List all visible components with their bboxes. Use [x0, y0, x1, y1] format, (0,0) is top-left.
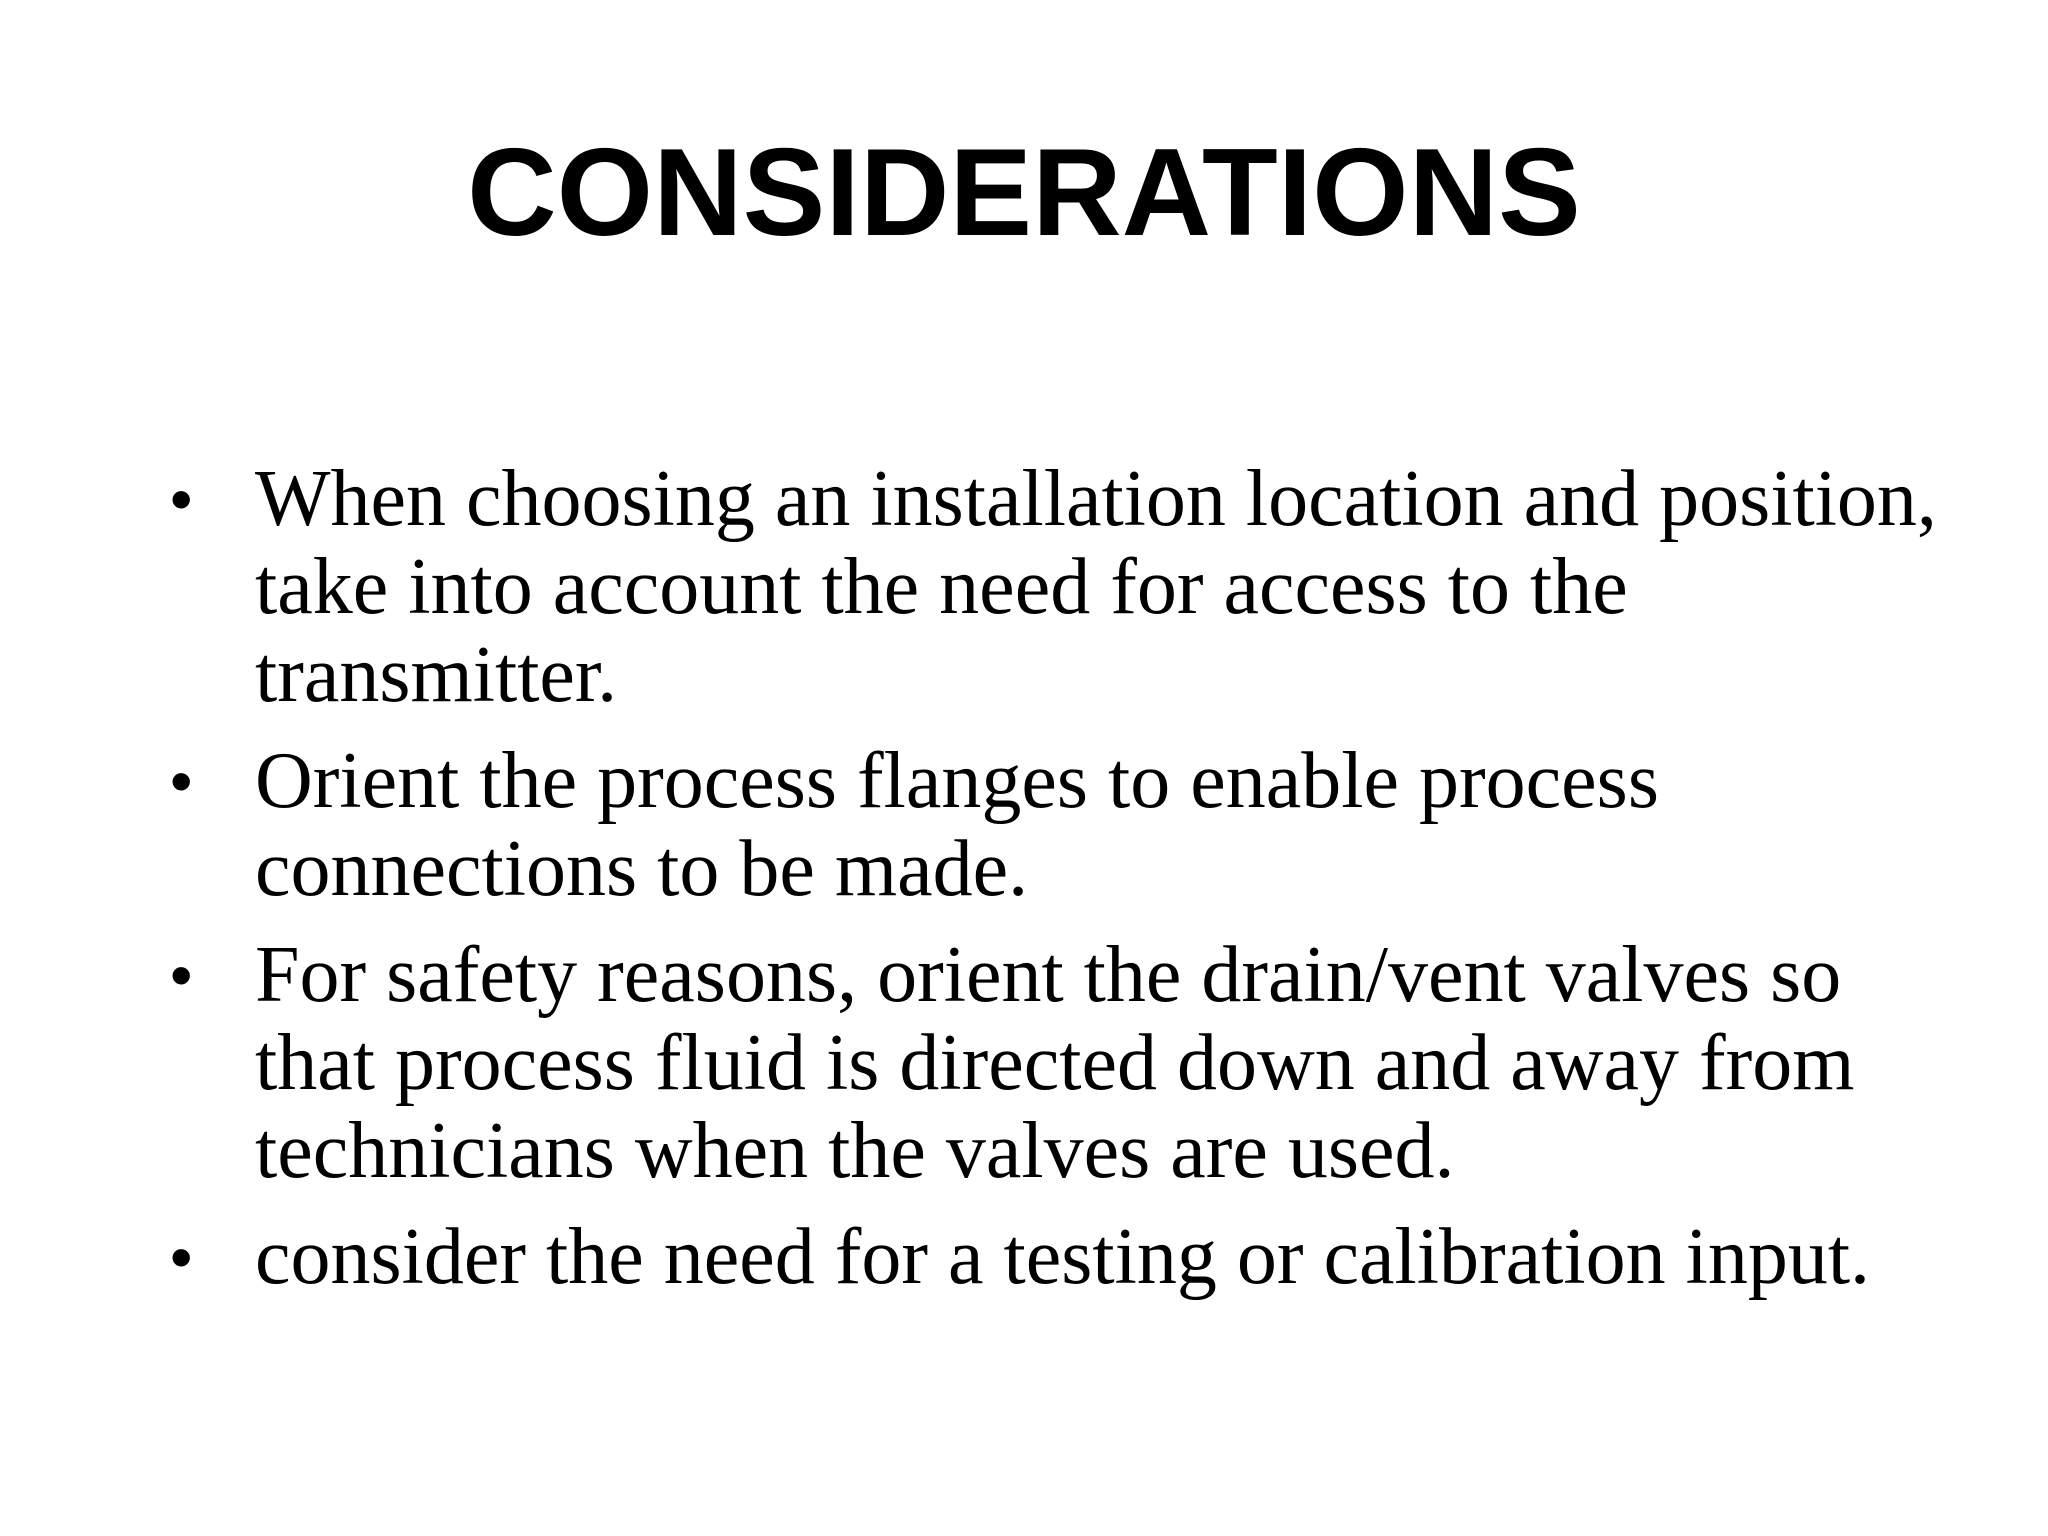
- bullet-text: Orient the process flanges to enable process connections to be made.: [255, 737, 1659, 913]
- bullet-icon: •: [170, 939, 193, 1011]
- bullet-text: consider the need for a testing or calibration input.: [255, 1213, 1871, 1301]
- bullet-icon: •: [170, 1221, 193, 1293]
- bullet-icon: •: [170, 463, 193, 535]
- bullet-item-3: [170, 931, 1970, 1195]
- bullet-item-4: [170, 1213, 1970, 1301]
- bullet-item-2: [170, 737, 1970, 913]
- bullet-item-1: [170, 455, 1970, 719]
- bullet-text: For safety reasons, orient the drain/vent valves so that process fluid is directed down and away from technicians when the valves are used.: [255, 931, 1855, 1195]
- bullet-list: [170, 455, 1970, 1319]
- slide-title: CONSIDERATIONS: [467, 124, 1581, 262]
- bullet-icon: •: [170, 745, 193, 817]
- bullet-text: When choosing an installation location and position, take into account the need for access to the transmitter.: [255, 455, 1937, 719]
